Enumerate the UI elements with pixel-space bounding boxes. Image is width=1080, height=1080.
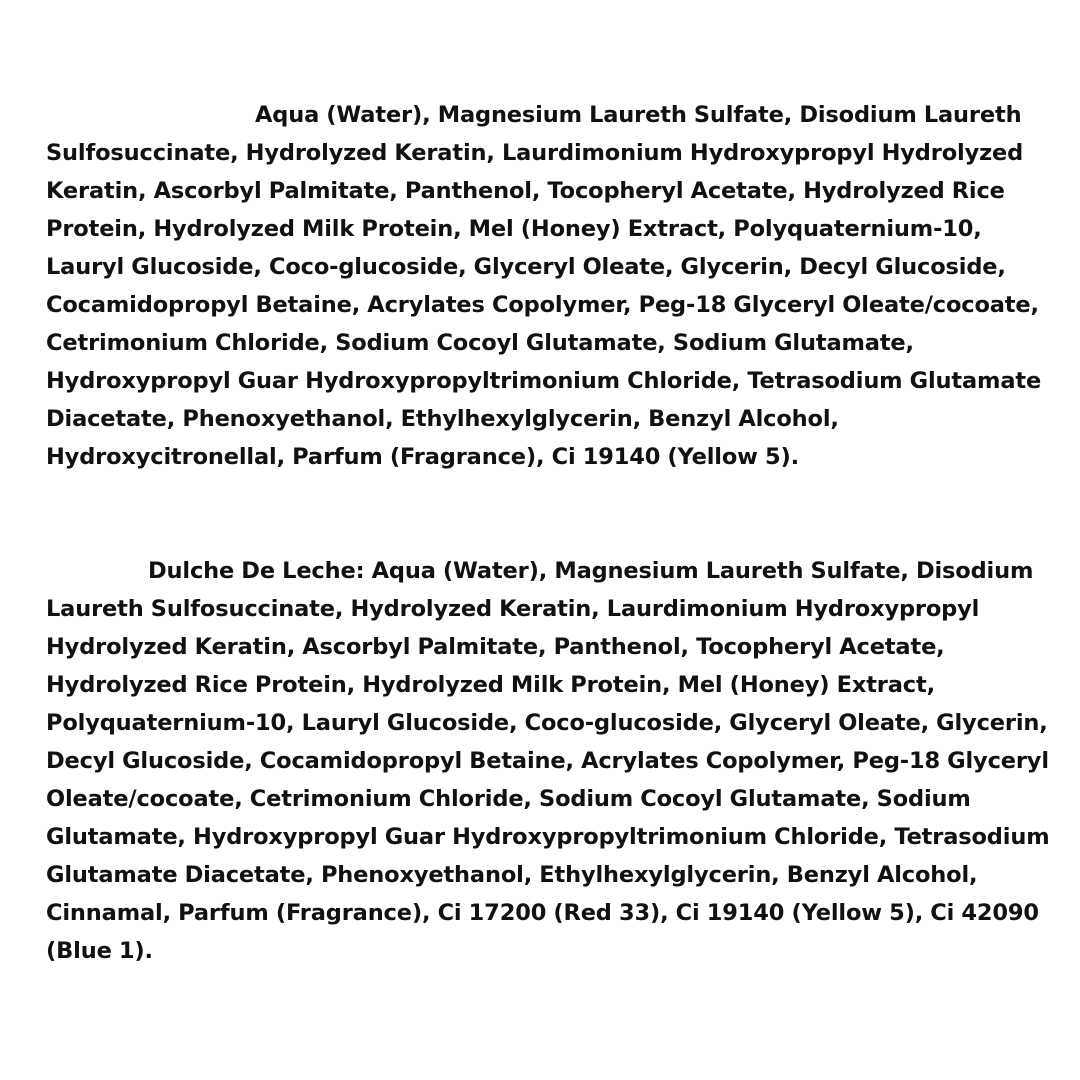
ingredient-list-dulche-de-leche: Dulche De Leche: Aqua (Water), Magnesium Laureth Sulfate, Disodium Laureth Sulfosuccinate, Hydrolyzed Keratin, Laurdimonium Hydroxypropyl Hydrolyzed Keratin, Ascorbyl Palmitate, Panthenol, Tocopheryl Acetate, Hydrolyzed Rice Protein, Hydrolyzed Milk Protein, Mel (Honey) Extract, Polyquaternium-10, Lauryl Glucoside, Coco-glucoside, Glyceryl Oleate, Glycerin, Decyl Glucoside, Cocamidopropyl Betaine, Acrylates Copolymer, Peg-18 Glyceryl Oleate/cocoate, Cetrimonium Chloride, Sodium Cocoyl Glutamate, Sodium Glutamate, Hydroxypropyl Guar Hydroxypropyltrimonium Chloride, Tetrasodium Glutamate Diacetate, Phenoxyethanol, Ethylhexylglycerin, Benzyl Alcohol, Cinnamal, Parfum (Fragrance), Ci 17200 (Red 33), Ci 19140 (Yellow 5), Ci 42090 (Blue 1). <box>46 558 1050 964</box>
ingredient-list-first: Aqua (Water), Magnesium Laureth Sulfate, Disodium Laureth Sulfosuccinate, Hydrolyzed Keratin, Laurdimonium Hydroxypropyl Hydrolyzed Keratin, Ascorbyl Palmitate, Panthenol, Tocopheryl Acetate, Hydrolyzed Rice Protein, Hydrolyzed Milk Protein, Mel (Honey) Extract, Polyquaternium-10, Lauryl Glucoside, Coco-glucoside, Glyceryl Oleate, Glycerin, Decyl Glucoside, Cocamidopropyl Betaine, Acrylates Copolymer, Peg-18 Glyceryl Oleate/cocoate, Cetrimonium Chloride, Sodium Cocoyl Glutamate, Sodium Glutamate, Hydroxypropyl Guar Hydroxypropyltrimonium Chloride, Tetrasodium Glutamate Diacetate, Phenoxyethanol, Ethylhexylglycerin, Benzyl Alcohol, Hydroxycitronellal, Parfum (Fragrance), Ci 19140 (Yellow 5). <box>46 102 1042 470</box>
